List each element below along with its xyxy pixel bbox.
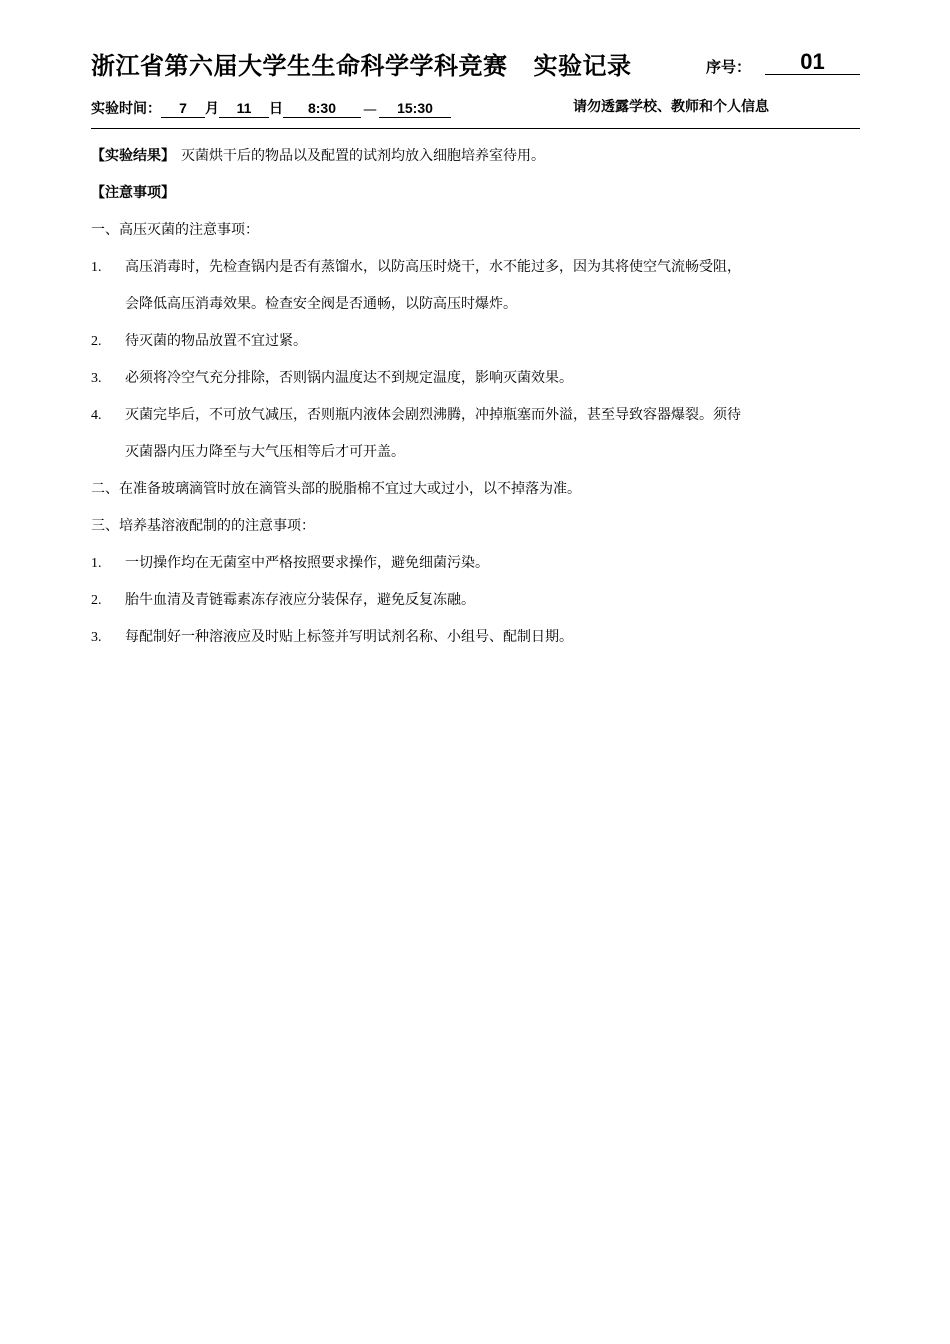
item-text: 必须将冷空气充分排除，否则锅内温度达不到规定温度，影响灭菌效果。 xyxy=(125,370,573,386)
record-body xyxy=(91,138,861,656)
experiment-time-row xyxy=(91,96,451,118)
item-text: 高压消毒时，先检查锅内是否有蒸馏水，以防高压时烧干，水不能过多，因为其将使空气流畅受阻， xyxy=(125,259,741,275)
header-divider xyxy=(91,128,860,129)
item-number: 2. xyxy=(91,334,102,349)
title-main: 浙江省第六届大学生生命科学学科竞赛 xyxy=(91,52,508,80)
end-time-field: 15:30 xyxy=(379,99,451,118)
notes-label: 【注意事项】 xyxy=(91,185,175,201)
item-text: 胎牛血清及青链霉素冻存液应分装保存，避免反复冻融。 xyxy=(125,592,475,608)
day-unit: 日 xyxy=(269,101,283,117)
serial-value: 01 xyxy=(765,50,860,75)
start-time-field: 8:30 xyxy=(283,99,361,118)
result-text: 灭菌烘干后的物品以及配置的试剂均放入细胞培养室待用。 xyxy=(181,148,545,164)
list-item xyxy=(91,323,861,360)
item-text: 每配制好一种溶液应及时贴上标签并写明试剂名称、小组号、配制日期。 xyxy=(125,629,573,645)
month-unit: 月 xyxy=(205,101,219,117)
item-number: 4. xyxy=(91,408,102,423)
item-number: 3. xyxy=(91,371,102,386)
item-number: 1. xyxy=(91,556,102,571)
time-label: 实验时间： xyxy=(91,101,161,117)
serial-label: 序号： xyxy=(706,58,752,76)
list-item xyxy=(91,545,861,582)
title-sub: 实验记录 xyxy=(533,52,632,80)
item-number: 1. xyxy=(91,260,102,275)
item-number: 3. xyxy=(91,630,102,645)
item-text: 待灭菌的物品放置不宜过紧。 xyxy=(125,333,307,349)
day-field: 11 xyxy=(219,99,269,118)
list-item xyxy=(91,582,861,619)
list-item xyxy=(91,619,861,656)
list-item xyxy=(91,249,861,286)
privacy-notice: 请勿透露学校、教师和个人信息 xyxy=(573,99,769,115)
section2-heading: 二、在准备玻璃滴管时放在滴管头部的脱脂棉不宜过大或过小，以不掉落为准。 xyxy=(91,481,581,497)
time-dash: — xyxy=(363,102,377,118)
section3-heading: 三、培养基溶液配制的的注意事项： xyxy=(91,518,315,534)
list-item xyxy=(91,360,861,397)
item-text-continued: 灭菌器内压力降至与大气压相等后才可开盖。 xyxy=(125,444,405,460)
item-text-continued: 会降低高压消毒效果。检查安全阀是否通畅，以防高压时爆炸。 xyxy=(125,296,517,312)
page-title xyxy=(91,46,632,81)
item-text: 一切操作均在无菌室中严格按照要求操作，避免细菌污染。 xyxy=(125,555,489,571)
result-line xyxy=(91,138,861,175)
section1-heading: 一、高压灭菌的注意事项： xyxy=(91,222,259,238)
result-label: 【实验结果】 xyxy=(91,148,175,164)
list-item xyxy=(91,397,861,434)
month-field: 7 xyxy=(161,99,205,118)
item-number: 2. xyxy=(91,593,102,608)
item-text: 灭菌完毕后，不可放气减压，否则瓶内液体会剧烈沸腾，冲掉瓶塞而外溢，甚至导致容器爆裂。须待 xyxy=(125,407,741,423)
